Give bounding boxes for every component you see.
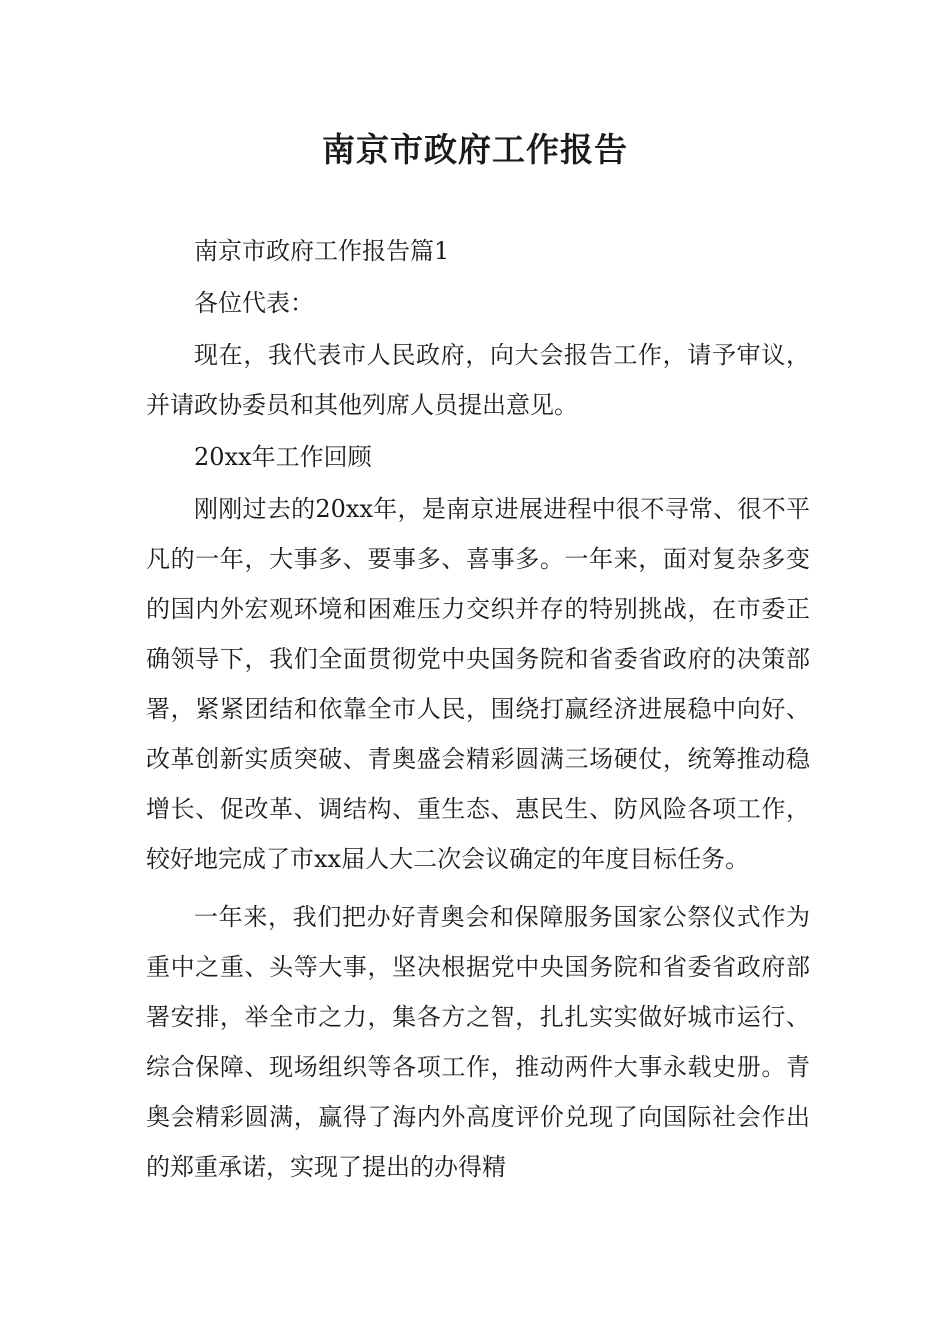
- paragraph-review: 刚刚过去的20xx年，是南京进展进程中很不寻常、很不平凡的一年，大事多、要事多、喜事多。一年来，面对复杂多变的国内外宏观环境和困难压力交织并存的特别挑战，在市委正确领导下，我们全面贯彻党中央国务院和省委省政府的决策部署，紧紧团结和依靠全市人民，围绕打赢经济进展稳中向好、改革创新实质突破、青奥盛会精彩圆满三场硬仗，统筹推动稳增长、促改革、调结构、重生态、惠民生、防风险各项工作，较好地完成了市xx届人大二次会议确定的年度目标任务。: [146, 495, 810, 873]
- paragraph-intro: 现在，我代表市人民政府，向大会报告工作，请予审议，并请政协委员和其他列席人员提出意见。: [146, 341, 810, 419]
- document-body: [146, 226, 810, 1194]
- document-title: 南京市政府工作报告: [322, 130, 628, 169]
- salutation: 各位代表：: [194, 289, 314, 317]
- subheading-review: 20xx年工作回顾: [194, 443, 372, 471]
- paragraph-events: 一年来，我们把办好青奥会和保障服务国家公祭仪式作为重中之重、头等大事，坚决根据党中央国务院和省委省政府部署安排，举全市之力，集各方之智，扎扎实实做好城市运行、综合保障、现场组织等各项工作，推动两件大事永载史册。青奥会精彩圆满，赢得了海内外高度评价兑现了向国际社会作出的郑重承诺，实现了提出的办得精: [146, 903, 810, 1181]
- section-heading: 南京市政府工作报告篇1: [194, 237, 450, 265]
